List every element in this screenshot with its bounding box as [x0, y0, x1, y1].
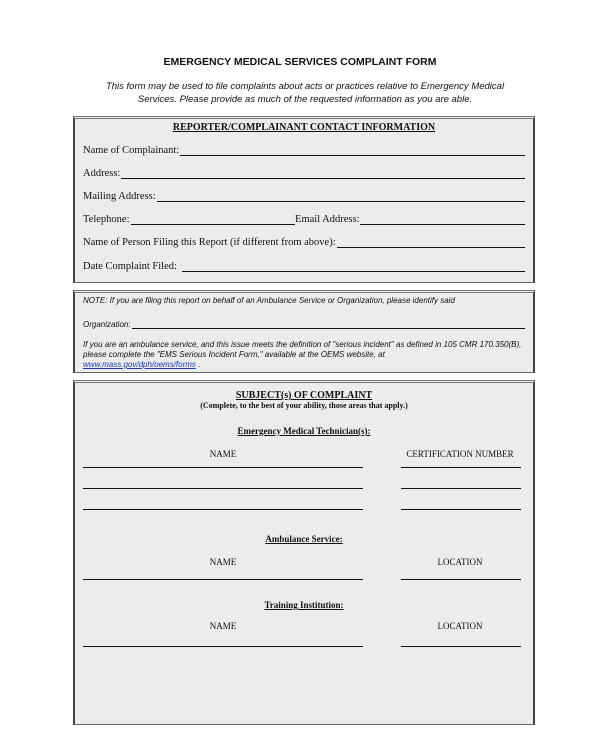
ambulance-name-line[interactable] [83, 579, 363, 580]
label: Name of Complainant: [83, 145, 180, 156]
emt-cert-line[interactable] [401, 467, 521, 468]
complainant-name-field[interactable] [83, 145, 525, 156]
input-line[interactable] [132, 318, 525, 329]
email-input[interactable] [360, 214, 525, 225]
input-line[interactable] [337, 237, 525, 248]
label: Email Address: [295, 214, 360, 225]
organization-field[interactable] [83, 318, 525, 329]
training-location-header: LOCATION [437, 621, 483, 631]
training-name-line[interactable] [83, 646, 363, 647]
subjects-section [73, 380, 535, 725]
address-field[interactable] [83, 168, 525, 179]
label: Address: [83, 168, 121, 179]
input-line[interactable] [182, 261, 525, 272]
emt-cert-line[interactable] [401, 509, 521, 510]
emt-name-line[interactable] [83, 488, 363, 489]
input-line[interactable] [180, 145, 525, 156]
subjects-subtitle: (Complete, to the best of your ability, those areas that apply.) [200, 401, 408, 410]
training-heading: Training Institution: [264, 600, 344, 610]
telephone-input[interactable] [131, 214, 296, 225]
label: Telephone: [83, 214, 130, 225]
input-line[interactable] [157, 191, 525, 202]
label: Name of Person Filing this Report (if different from above): [83, 237, 336, 248]
period: . [198, 360, 201, 369]
label: Organization: [83, 320, 131, 329]
emt-name-line[interactable] [83, 509, 363, 510]
reporter-header: REPORTER/COMPLAINANT CONTACT INFORMATION [172, 122, 436, 133]
ambulance-name-header: NAME [209, 557, 237, 567]
ambulance-location-header: LOCATION [437, 557, 483, 567]
emt-heading: Emergency Medical Technician(s): [237, 426, 371, 436]
label: Mailing Address: [83, 191, 156, 202]
note-section [73, 290, 535, 373]
telephone-email-row [83, 214, 525, 225]
label: Date Complaint Filed: [83, 261, 177, 272]
serious-incident-text [83, 340, 525, 370]
serious-text: If you are an ambulance service, and this issue meets the definition of "serious incident" as defined in 105 CMR 170.350(B), please complete the "EMS Serious Incident Form," available at the OEMS website, at [83, 340, 522, 359]
subjects-header: SUBJECT(s) OF COMPLAINT [235, 390, 373, 401]
emt-cert-line[interactable] [401, 488, 521, 489]
oems-forms-link[interactable]: www.mass.gov/dph/oems/forms [83, 360, 196, 369]
emt-name-line[interactable] [83, 467, 363, 468]
note-text: NOTE: If you are filing this report on behalf of an Ambulance Service or Organization, please identify said [83, 296, 455, 305]
intro-text: This form may be used to file complaints about acts or practices relative to Emergency Medical Services. Please provide as much of the requested information as you are able. [105, 81, 505, 105]
date-filed-field[interactable] [83, 261, 525, 272]
ambulance-location-line[interactable] [401, 579, 521, 580]
filer-name-field[interactable] [83, 237, 525, 248]
mailing-address-field[interactable] [83, 191, 525, 202]
reporter-section [73, 116, 535, 283]
emt-name-header: NAME [209, 449, 237, 459]
training-location-line[interactable] [401, 646, 521, 647]
input-line[interactable] [121, 168, 525, 179]
ambulance-heading: Ambulance Service: [265, 534, 343, 544]
training-name-header: NAME [209, 621, 237, 631]
form-title: EMERGENCY MEDICAL SERVICES COMPLAINT FORM [163, 56, 437, 68]
emt-cert-header: CERTIFICATION NUMBER [406, 449, 514, 459]
